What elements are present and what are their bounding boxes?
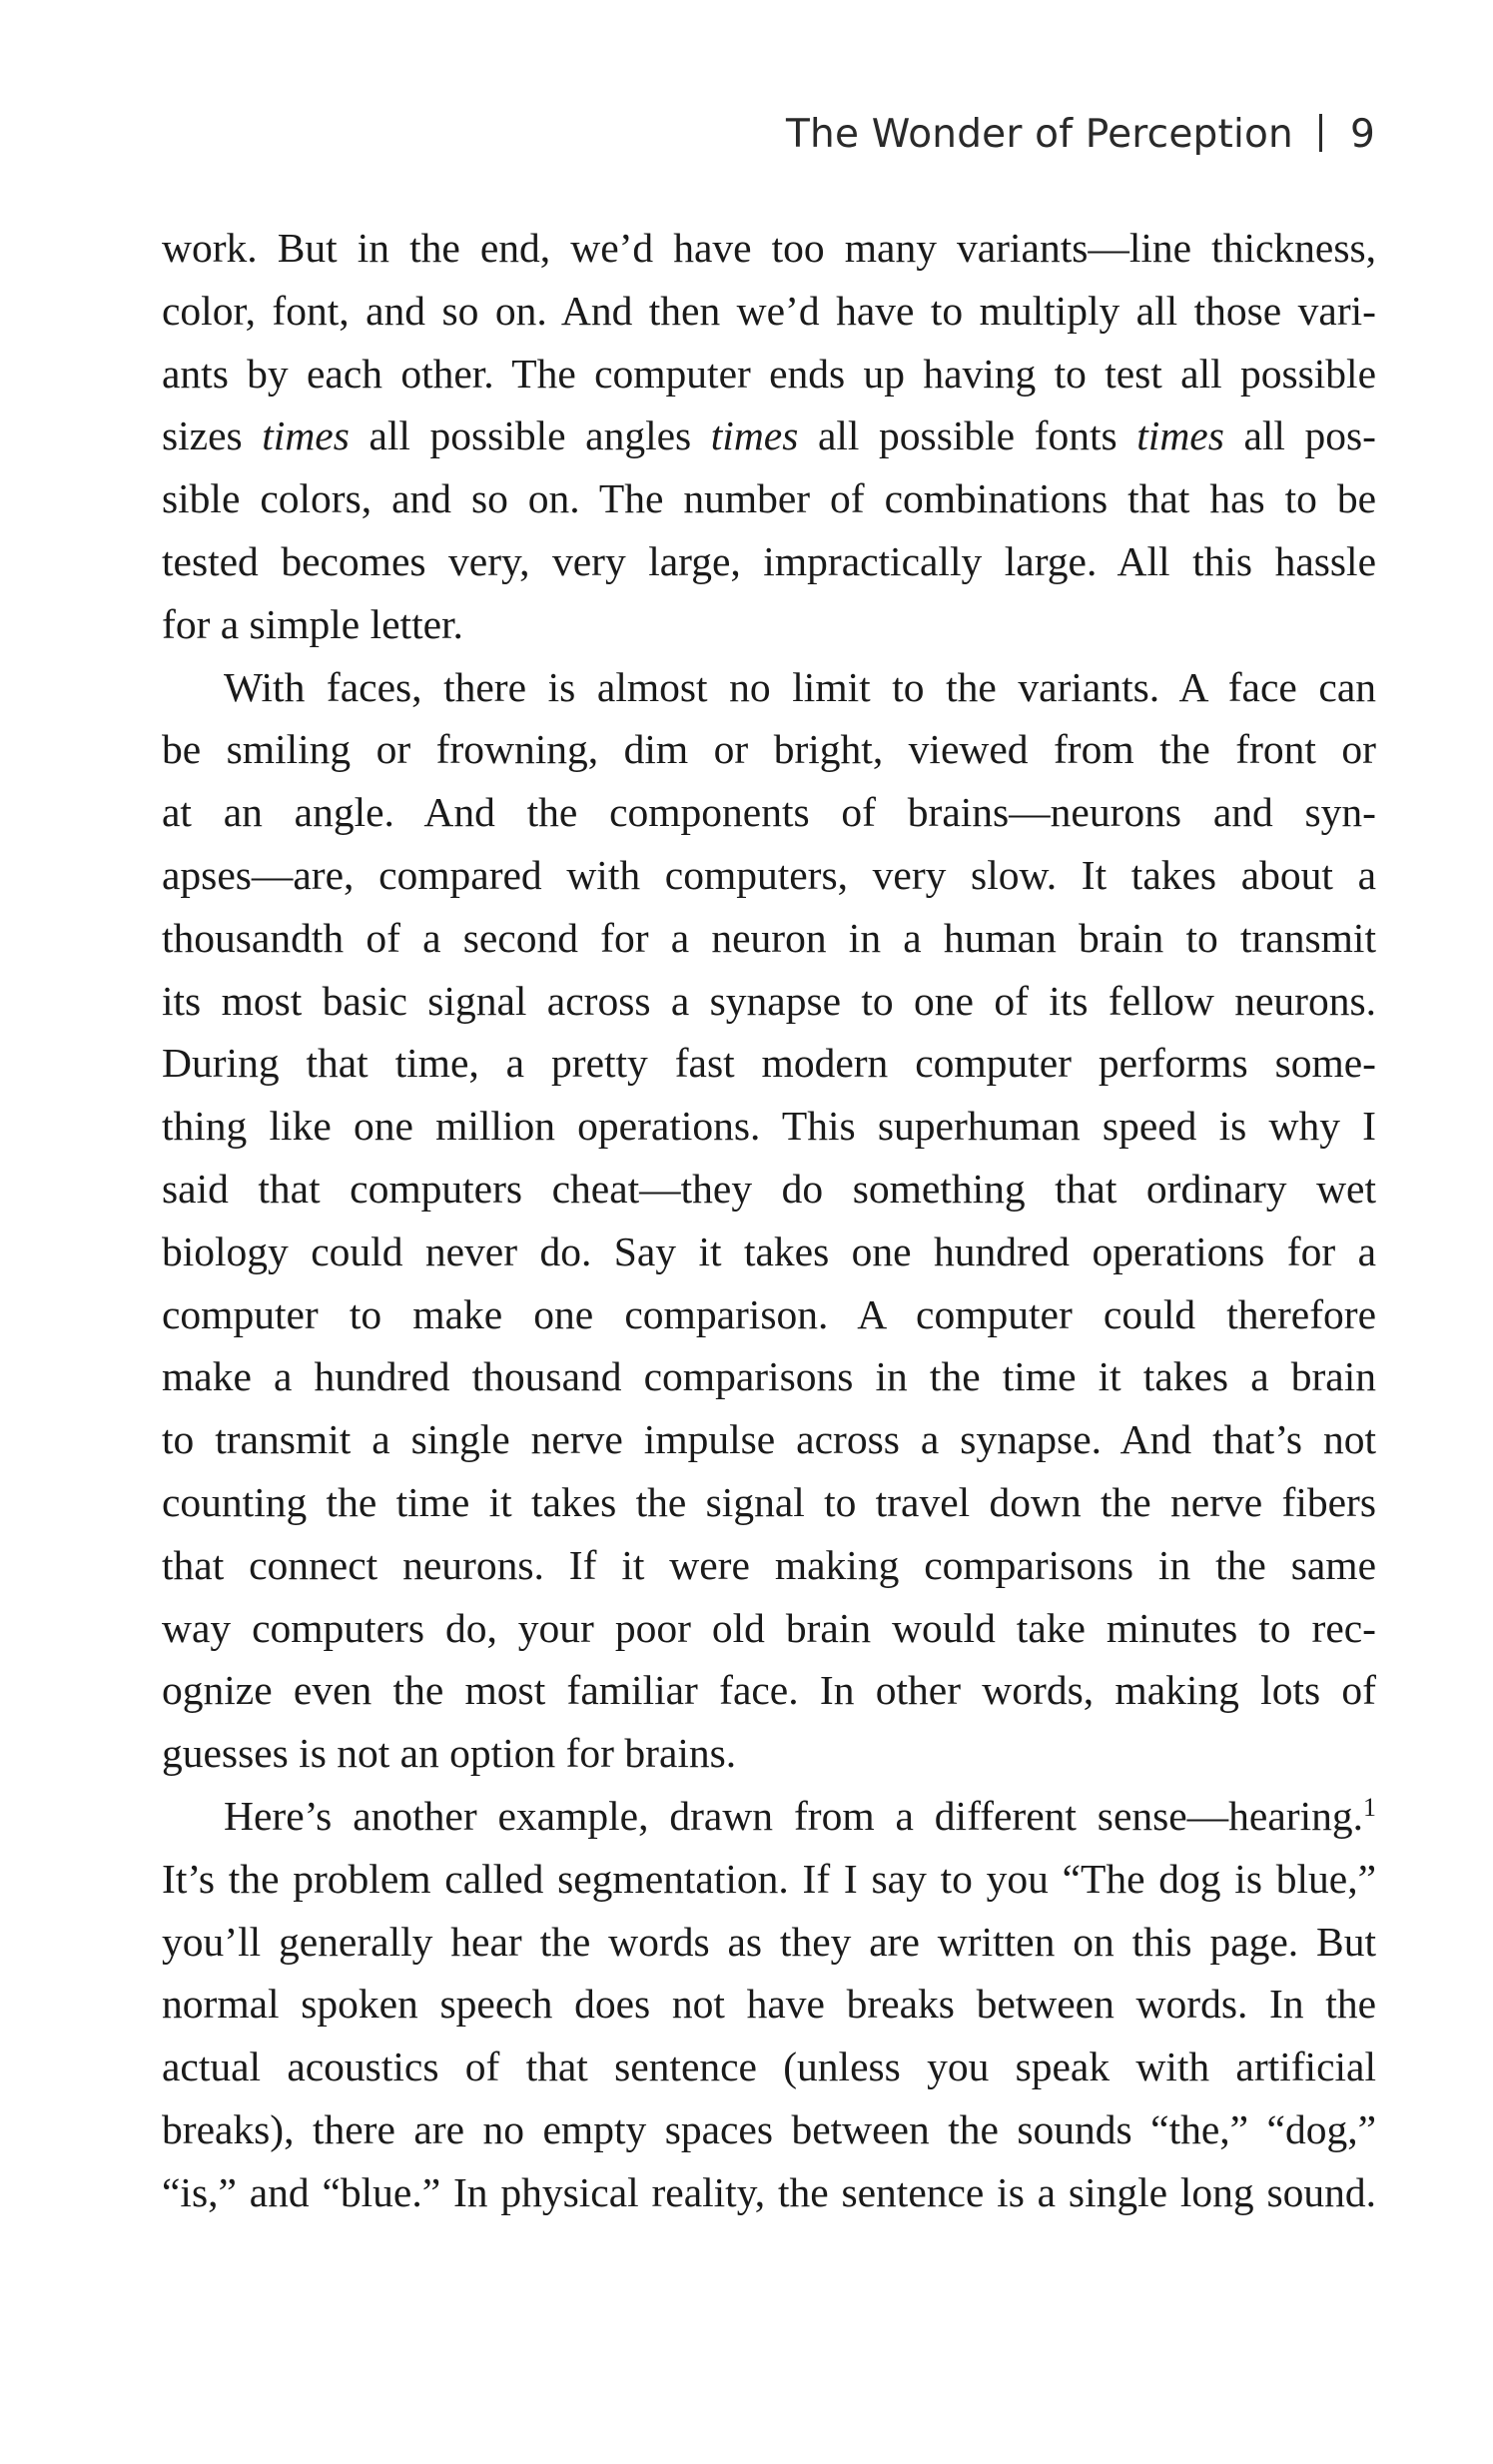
text-line: its most basic signal across a synapse to one of its fellow neurons.	[162, 977, 1376, 1024]
text-line: sizes times all possible angles times all possible fonts times all pos-	[162, 412, 1377, 459]
text-line: be smiling or frowning, dim or bright, viewed from the front or	[162, 726, 1376, 773]
text-line: make a hundred thousand comparisons in the time it takes a brain	[162, 1353, 1376, 1400]
text-line: thousandth of a second for a neuron in a human brain to transmit	[162, 914, 1376, 961]
paragraph-1	[162, 217, 1376, 656]
chapter-title: The Wonder of Perception	[786, 112, 1293, 157]
text-line: at an angle. And the components of brains—neurons and syn-	[162, 789, 1376, 836]
text-line: to transmit a single nerve impulse across a synapse. And that’s not	[162, 1416, 1376, 1463]
text-line: color, font, and so on. And then we’d have to multiply all those vari-	[162, 287, 1376, 334]
text-line: ants by each other. The computer ends up having to test all possible	[162, 350, 1376, 397]
text-line: “is,” and “blue.” In physical reality, the sentence is a single long sound.	[162, 2168, 1376, 2215]
text-line: biology could never do. Say it takes one hundred operations for a	[162, 1228, 1376, 1274]
text-line: for a simple letter.	[162, 600, 463, 647]
emphasis: times	[262, 412, 350, 459]
text-line: With faces, there is almost no limit to the variants. A face can	[224, 663, 1376, 710]
paragraph-2	[162, 656, 1376, 1785]
emphasis: times	[1136, 412, 1224, 459]
text-line: counting the time it takes the signal to travel down the nerve fibers	[162, 1478, 1376, 1525]
text-line: sible colors, and so on. The number of combinations that has to be	[162, 475, 1376, 522]
text-line: Here’s another example, drawn from a different sense—hearing.$^1$	[224, 1792, 1376, 1839]
text-line: said that computers cheat—they do something that ordinary wet	[162, 1165, 1376, 1212]
text-line: It’s the problem called segmentation. If I say to you “The dog is blue,”	[162, 1855, 1376, 1902]
text-line: tested becomes very, very large, impractically large. All this hassle	[162, 537, 1376, 584]
text-line: breaks), there are no empty spaces between the sounds “the,” “dog,”	[162, 2105, 1376, 2152]
text-line: thing like one million operations. This superhuman speed is why I	[162, 1103, 1376, 1150]
paragraph-3	[162, 1785, 1376, 2224]
text-line: ognize even the most familiar face. In other words, making lots of	[162, 1667, 1376, 1714]
running-head	[786, 112, 1375, 157]
text-line: work. But in the end, we’d have too many variants—line thickness,	[162, 225, 1376, 271]
header-separator	[1319, 114, 1322, 152]
footnote-marker[interactable]: 1	[1363, 1792, 1376, 1822]
page-number: 9	[1349, 112, 1375, 157]
body-text	[162, 217, 1376, 2224]
text-line: apses—are, compared with computers, very slow. It takes about a	[162, 851, 1376, 898]
text-line: computer to make one comparison. A computer could therefore	[162, 1290, 1376, 1337]
text-line: During that time, a pretty fast modern computer performs some-	[162, 1040, 1376, 1087]
text-line: normal spoken speech does not have breaks between words. In the	[162, 1981, 1376, 2028]
text-line: way computers do, your poor old brain would take minutes to rec-	[162, 1604, 1376, 1651]
text-line: guesses is not an option for brains.	[162, 1730, 737, 1777]
text-line: actual acoustics of that sentence (unless you speak with artificial	[162, 2044, 1376, 2090]
emphasis: times	[710, 412, 799, 459]
text-line: you’ll generally hear the words as they are written on this page. But	[162, 1918, 1376, 1965]
text-line: that connect neurons. If it were making comparisons in the same	[162, 1541, 1376, 1588]
